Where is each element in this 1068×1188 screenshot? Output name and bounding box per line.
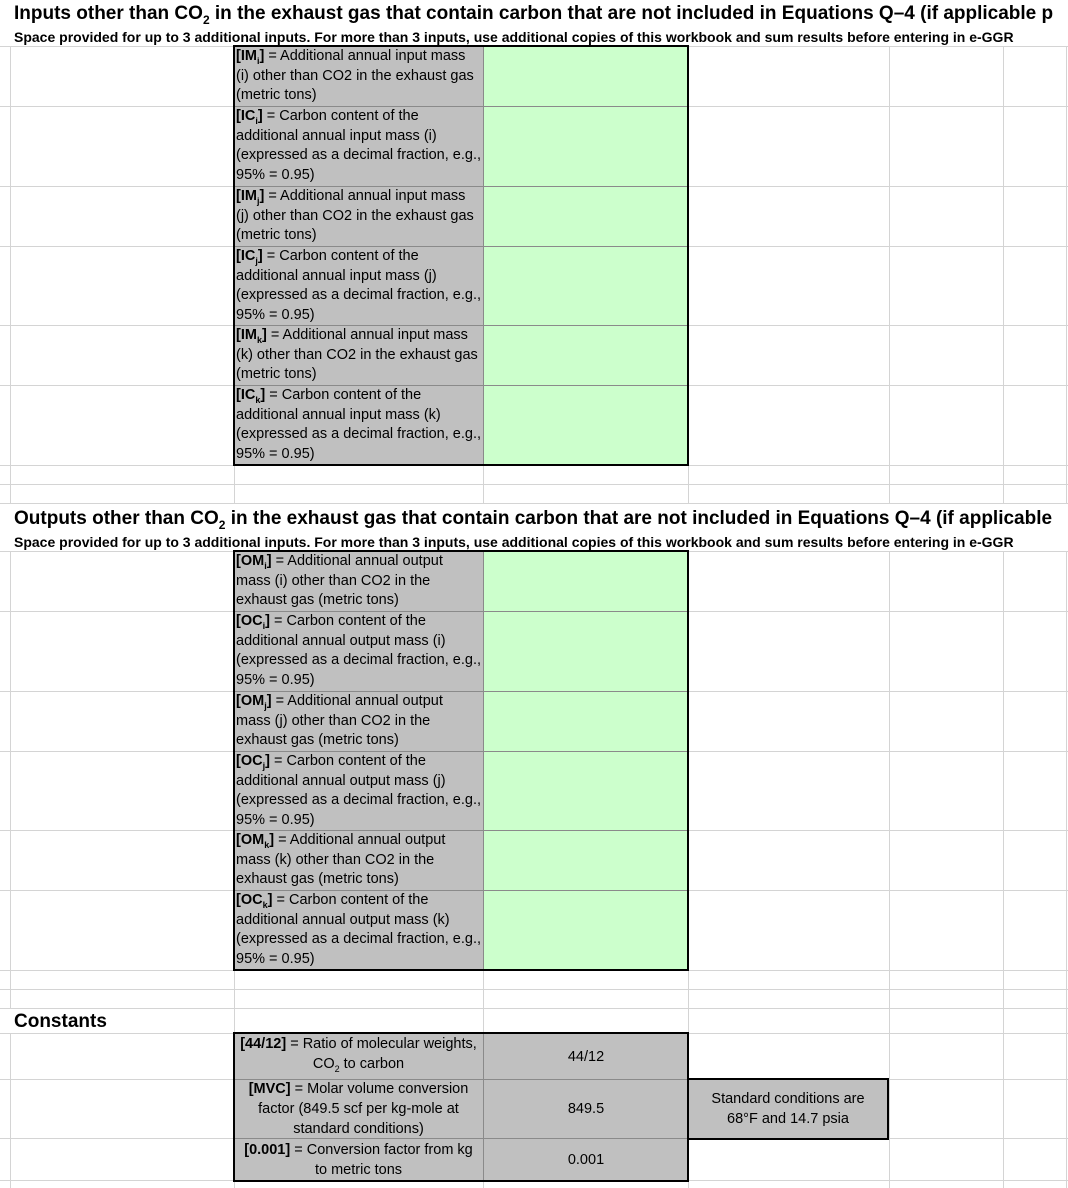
inputs-subtitle: Space provided for up to 3 additional inputs. For more than 3 inputs, use additional copies of this workbook and sum results before entering in e-GGR: [14, 29, 1014, 45]
output-cell-oc-j[interactable]: [484, 752, 688, 830]
input-label-im-k: $[IM_k]$ = Additional annual input mass (k) other than CO2 in the exhaust gas (metric tons): [234, 326, 483, 385]
constant-value-mvc: 849.5: [484, 1080, 688, 1138]
input-label-ic-i: $[IC_i]$ = Carbon content of the additional annual input mass (i) (expressed as a decimal fraction, e.g., 95% = 0.95): [234, 107, 483, 186]
output-cell-oc-k[interactable]: [484, 891, 688, 970]
input-label-im-j: $[IM_j]$ = Additional annual input mass (j) other than CO2 in the exhaust gas (metric tons): [234, 187, 483, 246]
outputs-subtitle: Space provided for up to 3 additional inputs. For more than 3 inputs, use additional copies of this workbook and sum results before entering in e-GGR: [14, 534, 1014, 550]
input-label-im-i: $[IM_i]$ = Additional annual input mass (i) other than CO2 in the exhaust gas (metric tons): [234, 47, 483, 106]
constant-label-0001: [0.001] = Conversion factor from kg to metric tons: [234, 1139, 483, 1180]
input-cell-ic-k[interactable]: [484, 386, 688, 465]
input-cell-im-k[interactable]: [484, 326, 688, 385]
output-cell-om-k[interactable]: [484, 831, 688, 890]
output-cell-oc-i[interactable]: [484, 612, 688, 691]
input-cell-ic-i[interactable]: [484, 107, 688, 186]
input-cell-im-i[interactable]: [484, 47, 688, 106]
constant-value-0001: 0.001: [484, 1139, 688, 1180]
constant-label-mvc: [MVC] = Molar volume conversion factor (849.5 scf per kg-mole at standard conditions): [234, 1080, 483, 1138]
output-label-oc-j: $[OC_j]$ = Carbon content of the additional annual output mass (j) (expressed as a decimal fraction, e.g., 95% = 0.95): [234, 752, 483, 830]
input-cell-ic-j[interactable]: [484, 247, 688, 325]
output-label-om-i: $[OM_i]$ = Additional annual output mass (i) other than CO2 in the exhaust gas (metric tons): [234, 552, 483, 611]
input-label-ic-k: $[IC_k]$ = Carbon content of the additional annual input mass (k) (expressed as a decimal fraction, e.g., 95% = 0.95): [234, 386, 483, 465]
constant-label-44-12: [44/12] = Ratio of molecular weights, $CO_2$ to carbon: [234, 1034, 483, 1079]
constants-title: Constants: [14, 1011, 107, 1032]
constant-value-44-12: 44/12: [484, 1034, 688, 1079]
standard-conditions-note: Standard conditions are 68°F and 14.7 psia: [687, 1078, 889, 1140]
output-label-oc-i: $[OC_i]$ = Carbon content of the additional annual output mass (i) (expressed as a decimal fraction, e.g., 95% = 0.95): [234, 612, 483, 691]
output-cell-om-j[interactable]: [484, 692, 688, 751]
output-label-om-j: $[OM_j]$ = Additional annual output mass (j) other than CO2 in the exhaust gas (metric tons): [234, 692, 483, 751]
output-cell-om-i[interactable]: [484, 552, 688, 611]
outputs-title: Outputs other than $CO_2$ in the exhaust gas that contain carbon that are not included in Equations Q–4 (if applicable: [14, 508, 1053, 532]
input-cell-im-j[interactable]: [484, 187, 688, 246]
inputs-title: Inputs other than $CO_2$ in the exhaust gas that contain carbon that are not included in Equations Q–4 (if applicable p: [14, 3, 1054, 27]
output-label-oc-k: $[OC_k]$ = Carbon content of the additional annual output mass (k) (expressed as a decimal fraction, e.g., 95% = 0.95): [234, 891, 483, 970]
input-label-ic-j: $[IC_j]$ = Carbon content of the additional annual input mass (j) (expressed as a decimal fraction, e.g., 95% = 0.95): [234, 247, 483, 325]
output-label-om-k: $[OM_k]$ = Additional annual output mass (k) other than CO2 in the exhaust gas (metric tons): [234, 831, 483, 890]
